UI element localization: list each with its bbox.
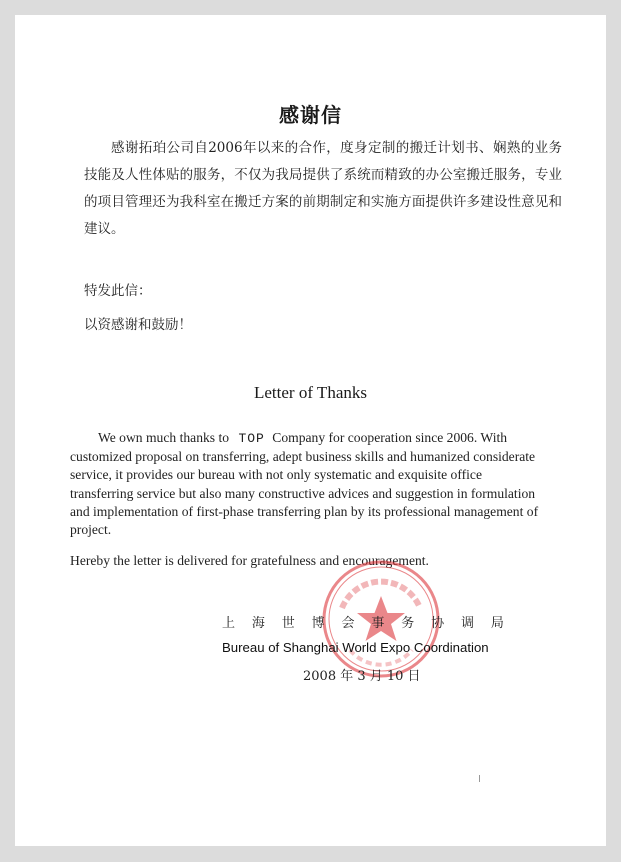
english-body-paragraph (70, 429, 540, 539)
chinese-closing-line-2: 以资感谢和鼓励！ (84, 317, 192, 333)
english-body-post: Company for cooperation since 2006. With customized proposal on transferring, adept business skills and humanized considerate service, it provides our bureau with not only systematic and exquisite office transferring service but also many constructive advices and suggestion in formulation and implementation of first-phase transferring plan by its professional management of project. (70, 430, 539, 538)
signature-char: 事 (371, 616, 385, 631)
signature-char: 上 (222, 616, 236, 631)
signature-char: 调 (461, 616, 475, 631)
english-body (70, 429, 540, 539)
signature-char: 会 (341, 616, 355, 631)
signature-char: 协 (431, 616, 445, 631)
scan-mark (479, 775, 480, 782)
company-name: TOP (238, 431, 265, 446)
letter-page (15, 15, 606, 846)
chinese-closing-line-1: 特发此信： (84, 283, 152, 299)
english-closing: Hereby the letter is delivered for gratefulness and encouragement. (70, 553, 429, 568)
english-body-pre: We own much thanks to (98, 430, 230, 445)
signature-chinese (222, 612, 504, 631)
signature-date: 2008 年 3 月 10 日 (303, 669, 421, 684)
english-title: Letter of Thanks (254, 383, 367, 402)
signature-english: Bureau of Shanghai World Expo Coordination (222, 640, 489, 655)
signature-char: 务 (401, 616, 415, 631)
signature-char: 博 (311, 616, 325, 631)
signature-char: 海 (251, 616, 265, 631)
signature-char: 世 (281, 616, 295, 631)
signature-char: 局 (490, 616, 504, 631)
chinese-title: 感谢信 (279, 103, 342, 127)
chinese-body (84, 135, 562, 243)
chinese-body-paragraph: 感谢拓珀公司自2006年以来的合作，度身定制的搬迁计划书、娴熟的业务技能及人性体贴的服务，不仅为我局提供了系统而精致的办公室搬迁服务，专业的项目管理还为我科室在搬迁方案的前期制定和实施方面提供许多建设性意见和建议。 (84, 140, 562, 237)
